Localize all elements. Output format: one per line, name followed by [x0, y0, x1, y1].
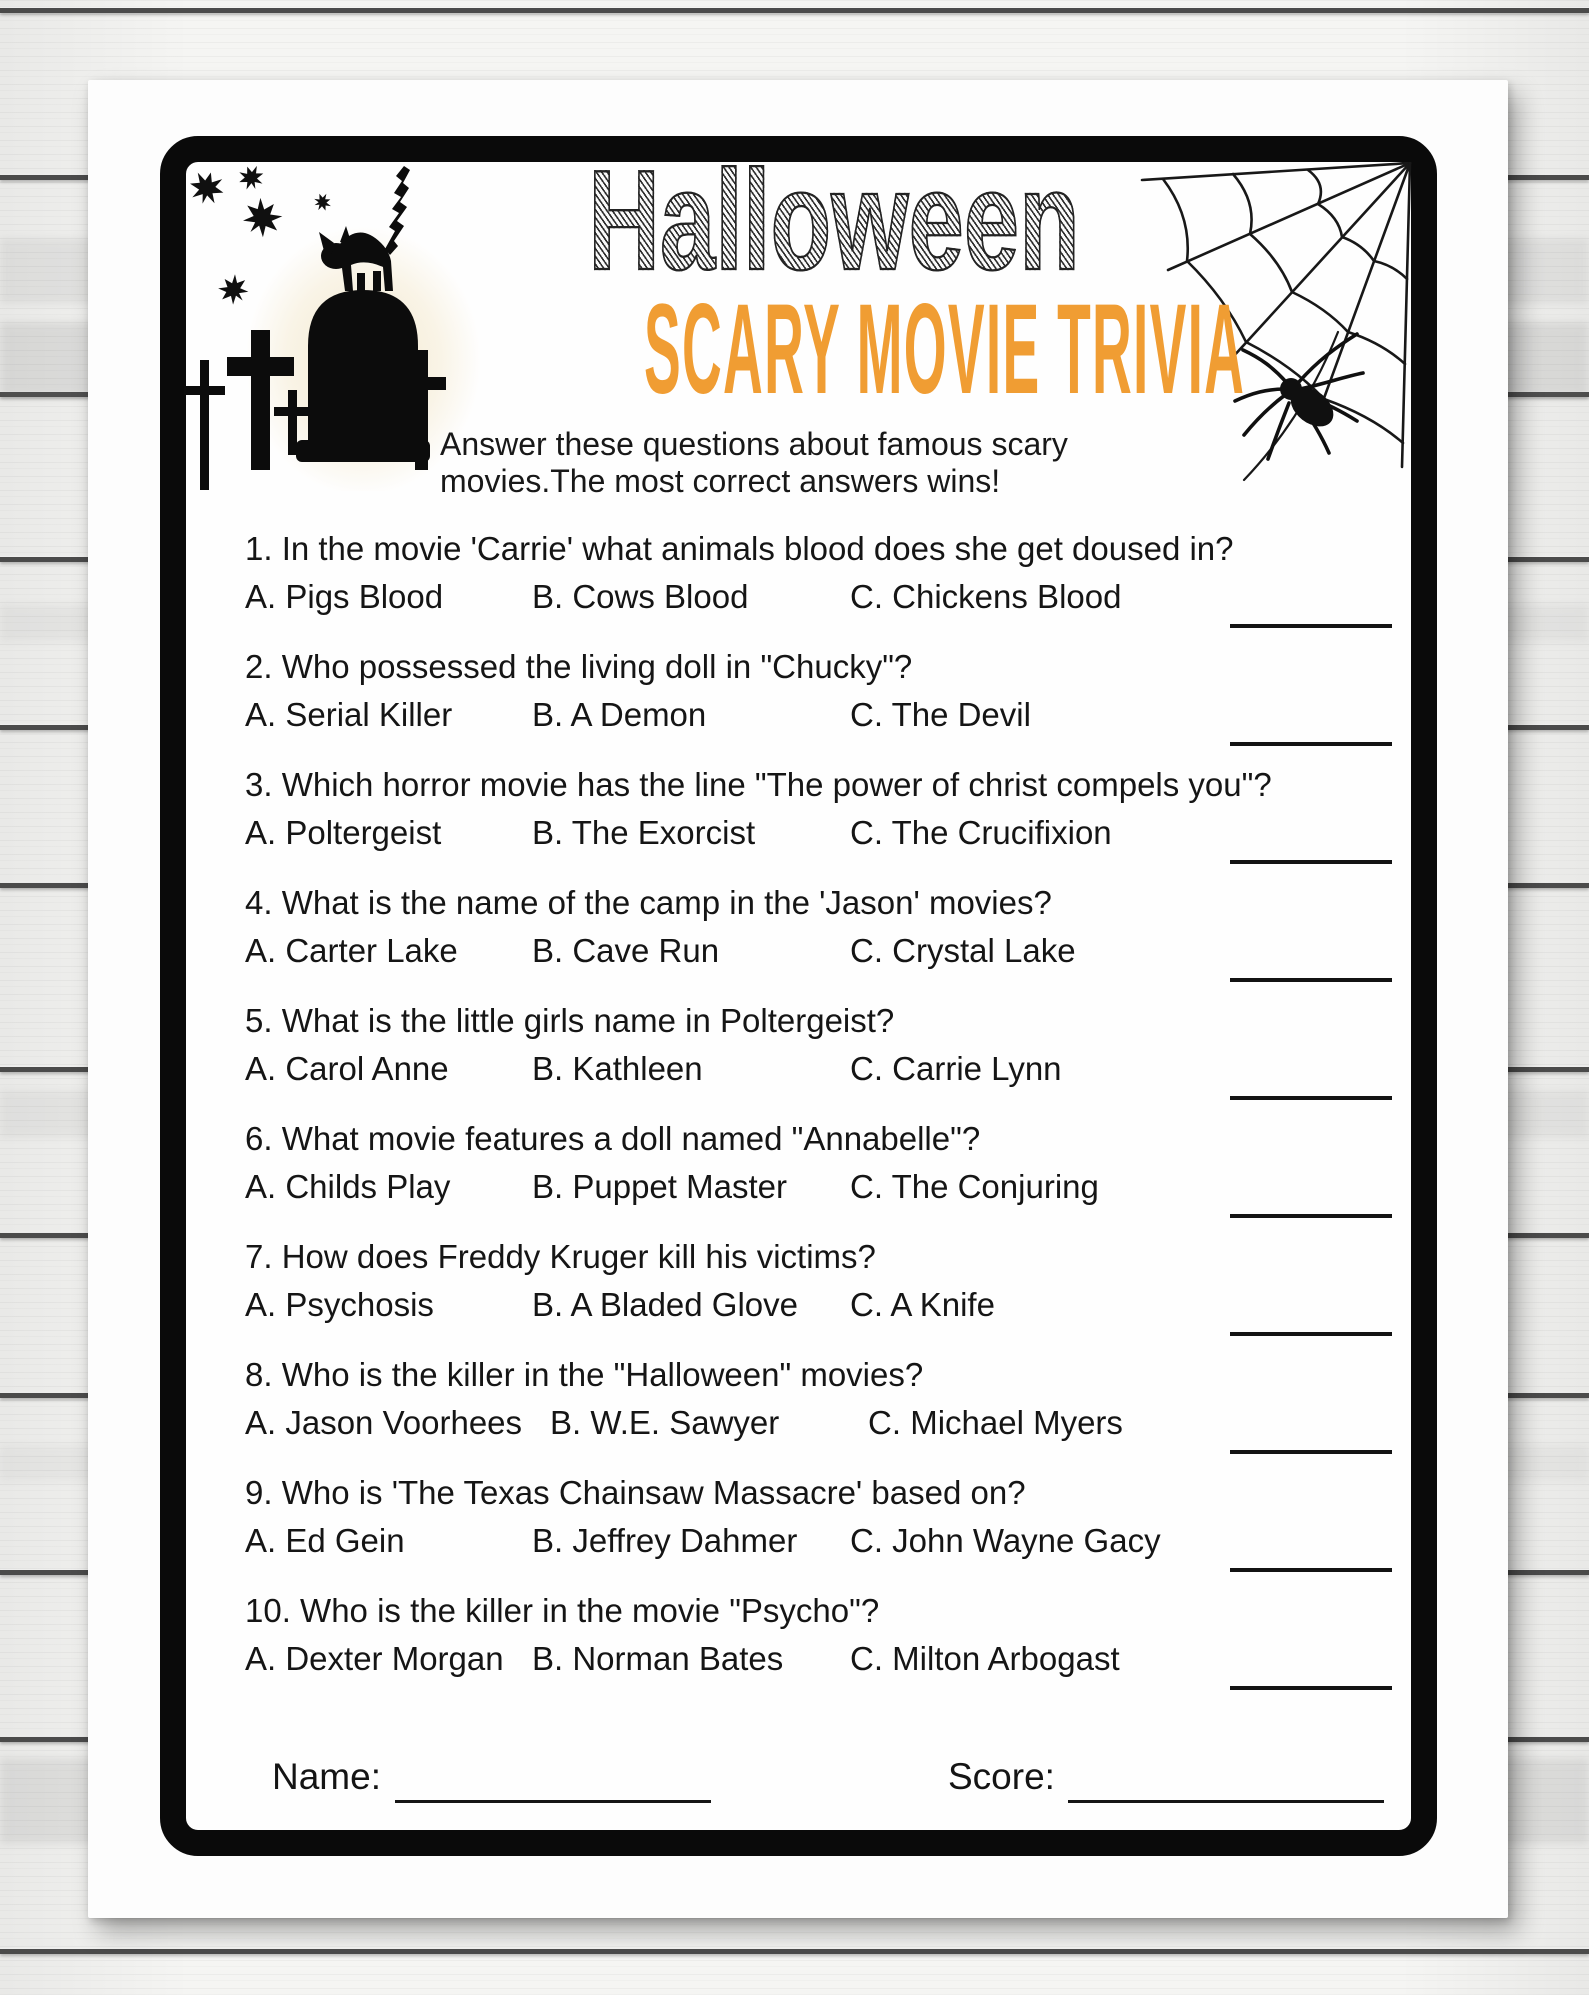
- question-text: 6. What movie features a doll named "Annabelle"?: [245, 1120, 981, 1157]
- question-block: [245, 1112, 1392, 1207]
- plank-gap: [0, 1949, 1589, 1954]
- option-b: B. Cave Run: [532, 932, 720, 969]
- option-a: A. Serial Killer: [245, 696, 453, 733]
- question-options: [245, 1638, 1392, 1679]
- maple-leaf-icon: [235, 162, 267, 193]
- option-c: C. The Devil: [850, 696, 1031, 733]
- option-c: C. Carrie Lynn: [850, 1050, 1062, 1087]
- option-c: C. A Knife: [850, 1286, 995, 1323]
- tombstone-icon: [308, 290, 418, 460]
- worksheet-paper: [88, 80, 1508, 1918]
- question-block: [245, 876, 1392, 971]
- question-text: 10. Who is the killer in the movie "Psycho"?: [245, 1592, 880, 1629]
- answer-blank[interactable]: [1230, 860, 1392, 864]
- option-b: B. W.E. Sawyer: [550, 1404, 780, 1441]
- page-title: Halloween: [554, 150, 1114, 292]
- spider-icon: [1235, 334, 1363, 459]
- answer-blank[interactable]: [1230, 624, 1392, 628]
- option-c: C. Chickens Blood: [850, 578, 1122, 615]
- score-write-line[interactable]: [1068, 1800, 1384, 1803]
- option-b: B. The Exorcist: [532, 814, 756, 851]
- question-text: 2. Who possessed the living doll in "Chucky"?: [245, 648, 913, 685]
- question-text: 4. What is the name of the camp in the 'Jason' movies?: [245, 884, 1052, 921]
- tombstone-base: [296, 440, 430, 462]
- name-write-line[interactable]: [395, 1800, 711, 1803]
- question-block: [245, 1348, 1392, 1443]
- question-block: [245, 640, 1392, 735]
- question-text: 3. Which horror movie has the line "The power of christ compels you"?: [245, 766, 1272, 803]
- question-options: [245, 1520, 1392, 1561]
- option-b: B. Kathleen: [532, 1050, 703, 1087]
- option-c: C. Michael Myers: [868, 1404, 1123, 1441]
- questions-list: [245, 522, 1392, 1702]
- question-text: 9. Who is 'The Texas Chainsaw Massacre' based on?: [245, 1474, 1026, 1511]
- question-block: [245, 1466, 1392, 1561]
- option-b: B. Jeffrey Dahmer: [532, 1522, 798, 1559]
- question-block: [245, 758, 1392, 853]
- option-b: B. A Demon: [532, 696, 707, 733]
- option-c: C. Milton Arbogast: [850, 1640, 1120, 1677]
- question-block: [245, 1230, 1392, 1325]
- answer-blank[interactable]: [1230, 978, 1392, 982]
- question-block: [245, 1584, 1392, 1679]
- question-text: 5. What is the little girls name in Poltergeist?: [245, 1002, 895, 1039]
- option-c: C. John Wayne Gacy: [850, 1522, 1161, 1559]
- option-a: A. Psychosis: [245, 1286, 434, 1323]
- page-subtitle: SCARY MOVIE TRIVIA: [644, 278, 1246, 421]
- name-label: Name:: [272, 1756, 381, 1797]
- option-a: A. Pigs Blood: [245, 578, 444, 615]
- option-a: A. Childs Play: [245, 1168, 451, 1205]
- maple-leaf-icon: [311, 191, 333, 214]
- plank-gap: [0, 8, 1589, 13]
- question-options: [245, 1166, 1392, 1207]
- question-options: [245, 1048, 1392, 1089]
- question-options: [245, 812, 1392, 853]
- option-b: B. Puppet Master: [532, 1168, 787, 1205]
- option-c: C. The Conjuring: [850, 1168, 1099, 1205]
- question-options: [245, 694, 1392, 735]
- question-text: 8. Who is the killer in the "Halloween" movies?: [245, 1356, 924, 1393]
- cross-icon: [251, 330, 270, 470]
- cross-icon: [200, 360, 209, 490]
- answer-blank[interactable]: [1230, 742, 1392, 746]
- instructions-line-1: Answer these questions about famous scary: [440, 426, 1068, 462]
- option-c: C. The Crucifixion: [850, 814, 1112, 851]
- instructions: [440, 426, 1068, 500]
- question-text: 1. In the movie 'Carrie' what animals blood does she get doused in?: [245, 530, 1234, 567]
- option-a: A. Jason Voorhees: [245, 1404, 523, 1441]
- answer-blank[interactable]: [1230, 1332, 1392, 1336]
- question-options: [245, 1402, 1392, 1443]
- option-a: A. Dexter Morgan: [245, 1640, 504, 1677]
- answer-blank[interactable]: [1230, 1096, 1392, 1100]
- question-block: [245, 994, 1392, 1089]
- question-text: 7. How does Freddy Kruger kill his victims?: [245, 1238, 876, 1275]
- answer-blank[interactable]: [1230, 1214, 1392, 1218]
- option-a: A. Carol Anne: [245, 1050, 449, 1087]
- answer-blank[interactable]: [1230, 1450, 1392, 1454]
- option-a: A. Ed Gein: [245, 1522, 405, 1559]
- option-c: C. Crystal Lake: [850, 932, 1076, 969]
- answer-blank[interactable]: [1230, 1568, 1392, 1572]
- instructions-line-2: movies.The most correct answers wins!: [440, 463, 1001, 499]
- option-a: A. Carter Lake: [245, 932, 458, 969]
- answer-blank[interactable]: [1230, 1686, 1392, 1690]
- question-options: [245, 576, 1392, 617]
- option-b: B. A Bladed Glove: [532, 1286, 799, 1323]
- cross-icon: [288, 390, 297, 455]
- score-label: Score:: [948, 1756, 1055, 1797]
- question-options: [245, 1284, 1392, 1325]
- option-b: B. Norman Bates: [532, 1640, 784, 1677]
- maple-leaf-icon: [186, 168, 228, 208]
- question-options: [245, 930, 1392, 971]
- option-b: B. Cows Blood: [532, 578, 749, 615]
- maple-leaf-icon: [213, 269, 254, 310]
- option-a: A. Poltergeist: [245, 814, 442, 851]
- question-block: [245, 522, 1392, 617]
- maple-leaf-icon: [236, 192, 289, 245]
